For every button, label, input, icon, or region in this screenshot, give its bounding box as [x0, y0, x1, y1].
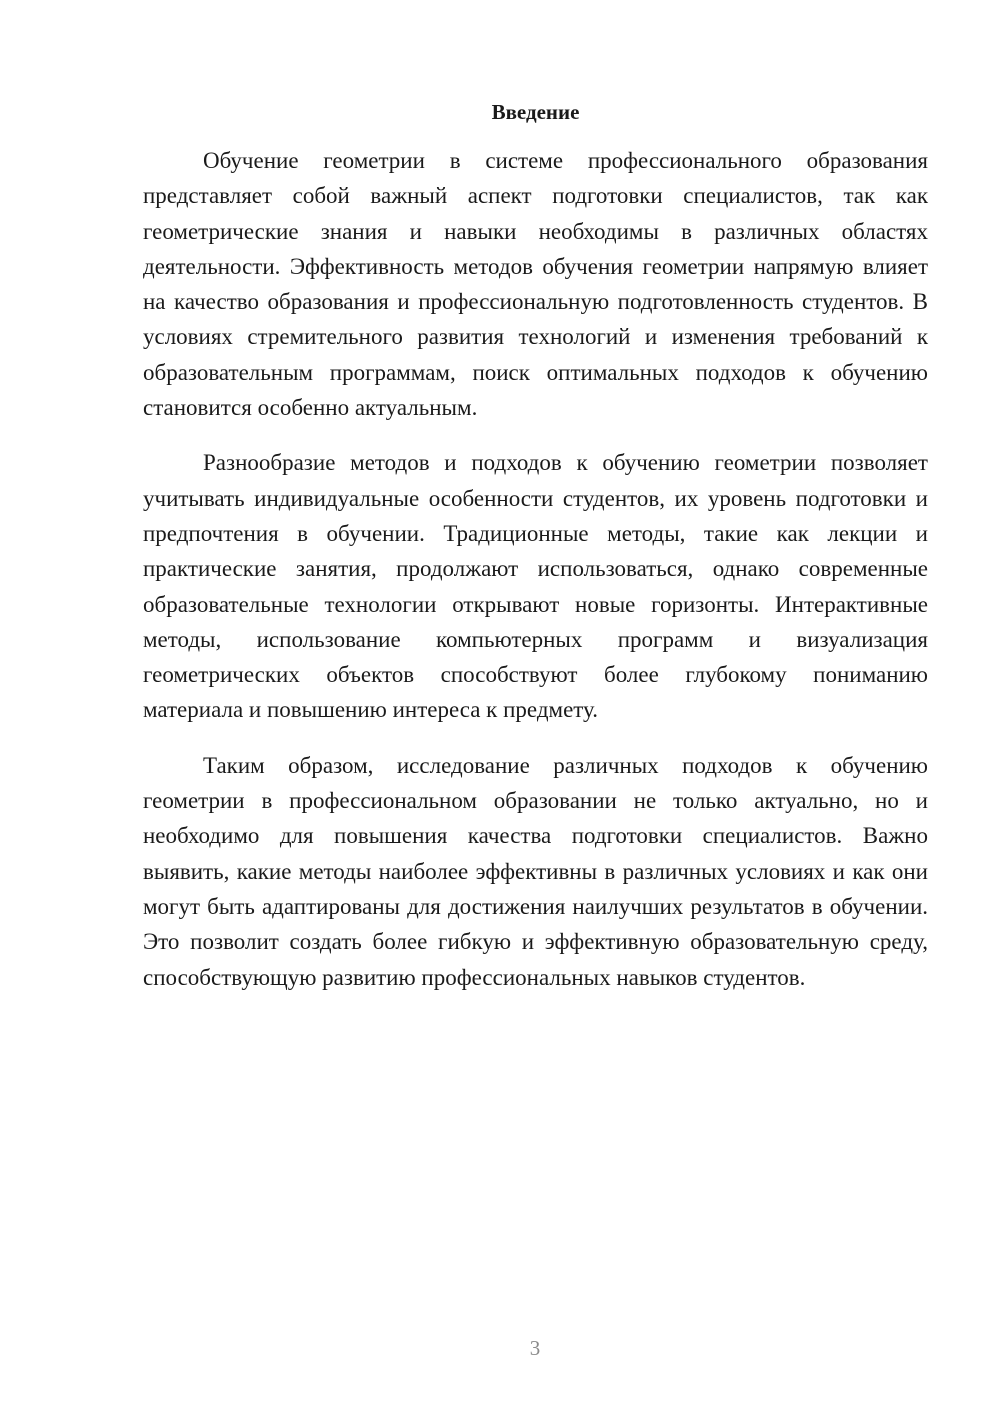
page-number: 3	[529, 1336, 541, 1360]
section-title: Введение	[491, 100, 580, 124]
paragraph-3: Таким образом, исследование различных подходов к обучению геометрии в профессиональном образовании не только актуально, но и необходимо для повышения качества подготовки специалистов. Важно выявить, какие методы наиболее эффективны в различных условиях и как они могут быть адаптированы для достижения наилучших результатов в обучении. Это позволит создать более гибкую и эффективную образовательную среду, способствующую развитию профессиональных навыков студентов.	[143, 752, 928, 990]
paragraph-2: Разнообразие методов и подходов к обучению геометрии позволяет учитывать индивидуальные особенности студентов, их уровень подготовки и предпочтения в обучении. Традиционные методы, такие как лекции и практические занятия, продолжают использоваться, однако современные образовательные технологии открывают новые горизонты. Интерактивные методы, использование компьютерных программ и визуализация геометрических объектов способствуют более глубокому пониманию материала и повышению интереса к предмету.	[143, 450, 928, 723]
body-text	[143, 143, 928, 1015]
paragraph-1: Обучение геометрии в системе профессионального образования представляет собой важный аспект подготовки специалистов, так как геометрические знания и навыки необходимы в различных областях деятельности. Эффективность методов обучения геометрии напрямую влияет на качество образования и профессиональную подготовленность студентов. В условиях стремительного развития технологий и изменения требований к образовательным программам, поиск оптимальных подходов к обучению становится особенно актуальным.	[143, 148, 928, 421]
